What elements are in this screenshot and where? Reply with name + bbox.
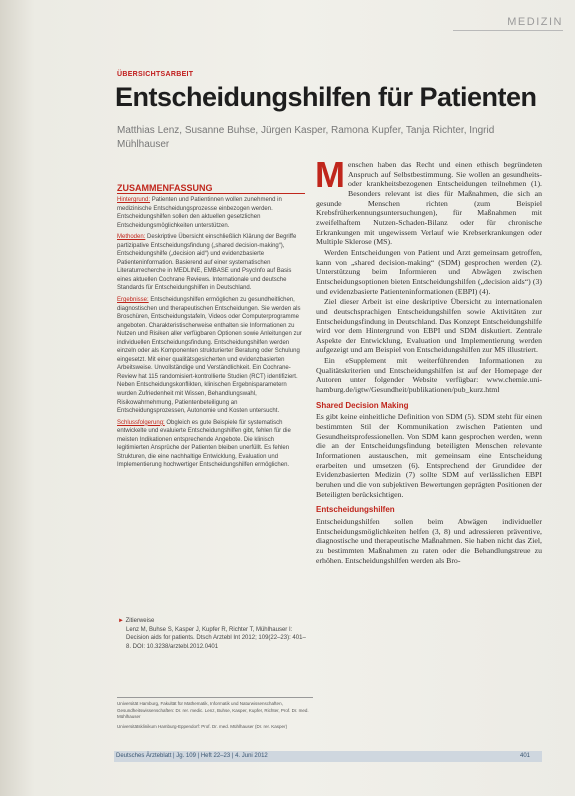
body-paragraph: Entscheidungshilfen sollen beim Abwägen individueller Entscheidungsmöglichkeiten helfen (3, 8) und adressieren präventive, diagnostische und therapeutische Maßnahmen. Sie haben nicht das Ziel, zu bestimmten Maßnahmen zu raten oder die Behandlungstreue zu erhöhen. Entscheidungshilfen werden als Bro-: [316, 516, 542, 565]
abstract-text: Obgleich es gute Beispiele für systematisch entwickelte und evaluierte Entscheidungshilfen gibt, fehlen für die meisten Indikationen entsprechende Angebote. Die klinisch legitimierten Ansprüche der Patienten bleiben unerfüllt. Es fehlen Strukturen, die eine nachhaltige Entwicklung, Evaluation und Implementierung hochwertiger Entscheidungshilfen ermöglichen.: [117, 419, 291, 469]
abstract-paragraph: [117, 233, 305, 293]
affiliation: Universität Hamburg, Fakultät für Mathematik, Informatik und Naturwissenschaften, Gesundheitswissenschaften: Dr. rer. medic. Lenz, Buhse, Kasper, Kupfer, Richter, Prof. Dr. med. Mühlhauser: [117, 701, 309, 719]
citation-label: Zitierweise: [125, 618, 155, 624]
body-paragraph: [315, 154, 542, 247]
abstract-heading: ZUSAMMENFASSUNG: [117, 183, 213, 193]
affiliation: Universitätsklinikum Hamburg-Eppendorf: Prof. Dr. med. Mühlhauser (Dr. rer. Kasper): [117, 723, 288, 729]
body-paragraph: Ein eSupplement mit weiterführenden Informationen zu Qualitätskriterien und Entscheidungshilfen ist auf der Homepage der Autoren unter folgender Website verfügbar: www.chemie.uni-hamburg.de/igtw/Gesundheit/publikationen/pub_kurz.html: [316, 356, 542, 395]
abstract-text: Deskriptive Übersicht einschließlich Klärung der Begriffe partizipative Entscheidungsfindung („shared decision-making“), Entscheidungshilfe („decision aid“) und evidenzbasierte Patienteninformation. Basierend auf einer systematischen Literaturrecherche in MEDLINE, EMBASE und PsycInfo auf Basis eines aktuellen Cochrane Reviews. Internationale und deutsche Standards für Entscheidungshilfen in Deutschland.: [117, 234, 297, 292]
abstract-paragraph: [117, 419, 305, 470]
citation: [118, 617, 306, 651]
abstract-paragraph: [117, 296, 305, 416]
abstract-rule: [117, 193, 305, 194]
page-number: 401: [520, 753, 531, 759]
abstract-label: Schlussfolgerung:: [117, 419, 165, 426]
abstract-label: Hintergrund:: [117, 197, 151, 203]
subheading: Shared Decision Making: [316, 400, 409, 410]
abstract-text: Patienten und Patientinnen wollen zunehmend in medizinische Entscheidungsprozesse einbezogen werden. Entscheidungshilfen sollen den aktuellen gesetzlichen Entscheidungsmöglichkeiten unterstützen.: [117, 197, 282, 229]
subheading: Entscheidungshilfen: [316, 505, 395, 515]
affiliations: [117, 697, 313, 733]
journal-footer: Deutsches Ärzteblatt | Jg. 109 | Heft 22–23 | 4. Juni 2012: [116, 753, 268, 759]
body-paragraph: Ziel dieser Arbeit ist eine deskriptive Übersicht zu internationalen und deutschsprachigen Entscheidungshilfen sowie Aktivitäten zur Entscheidungsfindung in Deutschland. Das Konzept Entscheidungshilfe wird vor dem Hintergrund von EBPI und SDM diskutiert. Zentrale Aspekte der Entwicklung, Evaluation und Implementierung werden aufgezeigt und am Beispiel von Entscheidungshilfen zur MS illustriert.: [316, 297, 542, 355]
article-title: Entscheidungshilfen für Patienten: [115, 82, 537, 112]
body-text: [315, 154, 542, 566]
abstract-paragraph: [117, 196, 305, 230]
abstract-label: Ergebnisse:: [117, 297, 149, 304]
drop-cap: M: [315, 154, 345, 195]
body-paragraph-text: enschen haben das Recht und einen ethisch begründeten Anspruch auf Selbstbestimmung. Sie wollen an gesundheits- oder krankheitsbezogenen Entscheidungen teilnehmen (1). Besonders relevant ist dies für Maßnahmen, die sich an gesunde Menschen richten (zum Beispiel Krebsfrüherkennungsuntersuchungen), für Maßnahmen mit zweifelhaftem Nutzen-Schaden-Bilanz oder für chronische Erkrankungen mit ungewissem Verlauf wie Krebserkrankungen oder Multiple Sklerose (MS).: [316, 160, 542, 247]
citation-text: Lenz M, Buhse S, Kasper J, Kupfer R, Richter T, Mühlhauser I: Decision aids for patients. Dtsch Arztebl Int 2012; 109(22–23): 401–8. DOI: 10.3238/arztebl.2012.0401: [126, 626, 306, 650]
arrow-right-icon: ►: [118, 618, 124, 624]
section-label: MEDIZIN: [507, 16, 563, 28]
abstract-text: Entscheidungshilfen ermöglichen zu gesundheitlichen, diagnostischen und therapeutischen Entscheidungen. Sie werden als Broschüren, Entscheidungstafeln, Videos oder Computerprogramme angeboten. Charakteristischerweise enthalten sie Informationen zu Nutzen und Risiken aller verfügbaren Optionen sowie Anleitungen zur individuellen Entscheidungsfindung. Entscheidungshilfen werden einzeln oder als Komponenten strukturierter Beratung oder Schulung eingesetzt. Mit einer qualitätsgesicherten und evidenzbasierten Arbeitsweise. Unvollständige und Verständlichkeit. Ein Cochrane-Review hat 115 randomisiert-kontrollierte Studien (RCT) identifiziert. Neben Entscheidungskonflikten, klinischen Ergebnisparametern wurden Zufriedenheit mit Wissen, Behandlungswahl, Risikowahrnehmung, Patientenbeteiligung an Entscheidungsprozessen, Autonomie und Kosten untersucht.: [117, 297, 302, 415]
body-paragraph: Werden Entscheidungen von Patient und Arzt gemeinsam getroffen, kann von „shared decision-making“ (SDM) gesprochen werden (2). Unterstützung beim Informieren und Abwägen zwischen Entscheidungsoptionen bieten Entscheidungshilfen („decision aids“) (3) und evidenzbasierte Patienteninformationen (EBPI) (4).: [316, 247, 542, 296]
abstract-label: Methoden:: [117, 234, 146, 241]
body-paragraph: Es gibt keine einheitliche Definition von SDM (5). SDM steht für einen bestimmten Stil der Kommunikation zwischen Patienten und Gesundheitsprofessionellen. Von SDM kann gesprochen werden, wenn die an der Entscheidungsfindung beteiligten Menschen relevante Informationen austauschen, mit gemeinsam eine Entscheidung erarbeiten und umsetzen (6). Entsprechend der Grundidee der Evidenzbasierten Medizin (7) sollte SDM auf verlässlichen EBPI beruhen und die von subjektiven Bewertungen geprägten Positionen der Beteiligten berücksichtigen.: [316, 412, 542, 499]
article-type: ÜBERSICHTSARBEIT: [117, 71, 194, 78]
authors: Matthias Lenz, Susanne Buhse, Jürgen Kasper, Ramona Kupfer, Tanja Richter, Ingrid Mühlhauser: [117, 125, 495, 150]
abstract: [117, 196, 305, 473]
